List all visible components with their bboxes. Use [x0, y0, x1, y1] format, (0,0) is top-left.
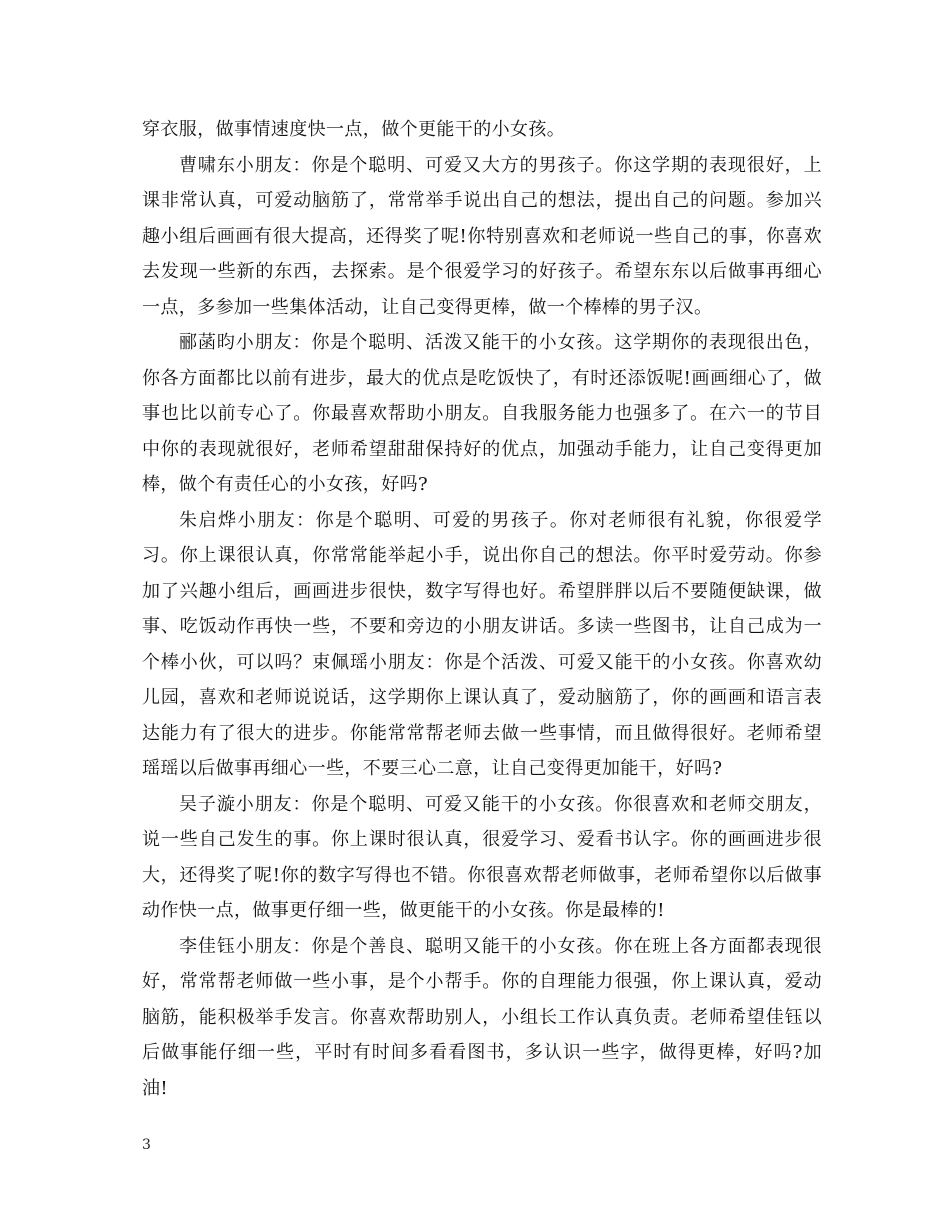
paragraph-li-hanyun: 郦菡昀小朋友：你是个聪明、活泼又能干的小女孩。这学期你的表现很出色，你各方面都比以前有进步，最大的优点是吃饭快了，有时还添饭呢!画画细心了，做事也比以前专心了。你最喜欢帮助小朋友。自我服务能力也强多了。在六一的节目中你的表现就很好，老师希望甜甜保持好的优点，加强动手能力，让自己变得更加棒，做个有责任心的小女孩，好吗? [142, 332, 822, 495]
paragraph-continuation: 穿衣服，做事情速度快一点，做个更能干的小女孩。 [142, 119, 566, 140]
document-body [142, 112, 822, 1106]
page-number: 3 [142, 1137, 151, 1153]
paragraph-li-jiayu: 李佳钰小朋友：你是个善良、聪明又能干的小女孩。你在班上各方面都表现很好，常常帮老师做一些小事，是个小帮手。你的自理能力很强，你上课认真，爱动脑筋，能积极举手发言。你喜欢帮助别人，小组长工作认真负责。老师希望佳钰以后做事能仔细一些，平时有时间多看看图书，多认识一些字，做得更棒，好吗?加油! [142, 935, 822, 1099]
paragraph-cao-xiaodong: 曹啸东小朋友：你是个聪明、可爱又大方的男孩子。你这学期的表现很好，上课非常认真，可爱动脑筋了，常常举手说出自己的想法，提出自己的问题。参加兴趣小组后画画有很大提高，还得奖了呢!你特别喜欢和老师说一些自己的事，你喜欢去发现一些新的东西，去探索。是个很爱学习的好孩子。希望东东以后做事再细心一点，多参加一些集体活动，让自己变得更棒，做一个棒棒的男子汉。 [142, 154, 822, 318]
paragraph-wu-zixuan: 吴子漩小朋友：你是个聪明、可爱又能干的小女孩。你很喜欢和老师交朋友，说一些自己发生的事。你上课时很认真，很爱学习、爱看书认字。你的画画进步很大，还得奖了呢!你的数字写得也不错。你很喜欢帮老师做事，老师希望你以后做事动作快一点，做事更仔细一些，做更能干的小女孩。你是最棒的! [142, 793, 822, 921]
paragraph-zhu-qiye: 朱启烨小朋友：你是个聪明、可爱的男孩子。你对老师很有礼貌，你很爱学习。你上课很认真，你常常能举起小手，说出你自己的想法。你平时爱劳动。你参加了兴趣小组后，画画进步很快，数字写得也好。希望胖胖以后不要随便缺课，做事、吃饭动作再快一些，不要和旁边的小朋友讲话。多读一些图书，让自己成为一个棒小伙，可以吗？束佩瑶小朋友：你是个活泼、可爱又能干的小女孩。你喜欢幼儿园，喜欢和老师说说话，这学期你上课认真了，爱动脑筋了，你的画画和语言表达能力有了很大的进步。你能常常帮老师去做一些事情，而且做得很好。老师希望瑶瑶以后做事再细心一些，不要三心二意，让自己变得更加能干，好吗? [142, 509, 822, 779]
